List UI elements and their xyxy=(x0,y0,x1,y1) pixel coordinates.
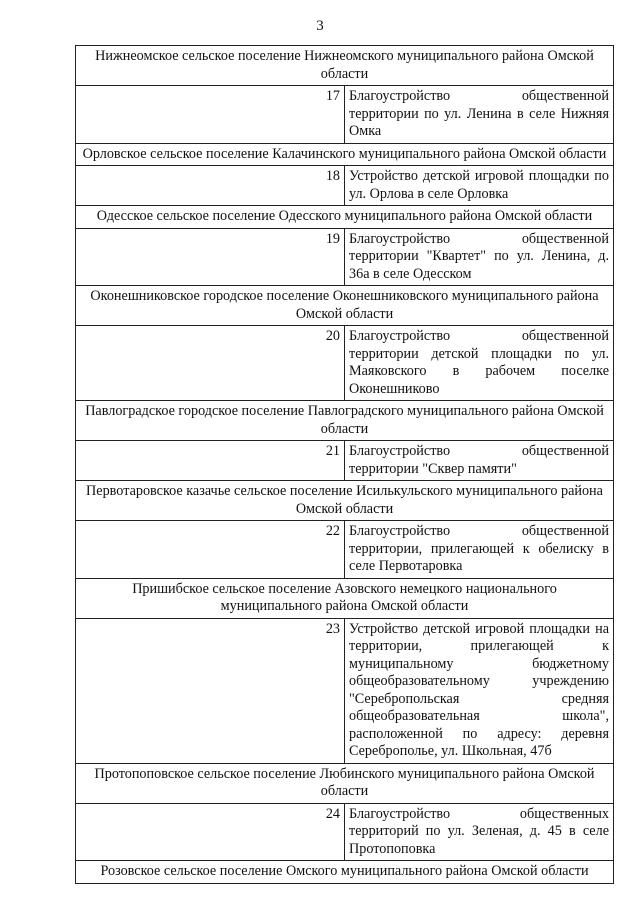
item-description: Благоустройство общественной территории, прилегающей к обелиску в селе Первотаровка xyxy=(345,521,614,579)
item-number: 18 xyxy=(76,166,345,206)
section-row xyxy=(76,763,614,803)
item-number: 19 xyxy=(76,228,345,286)
item-description: Благоустройство общественной территории детской площадки по ул. Маяковского в рабочем поселке Оконешниково xyxy=(345,326,614,401)
section-title: Пришибское сельское поселение Азовского немецкого национального муниципального района Омской области xyxy=(76,578,614,618)
item-number: 21 xyxy=(76,441,345,481)
item-description: Благоустройство общественной территории по ул. Ленина в селе Нижняя Омка xyxy=(345,86,614,144)
item-description: Благоустройство общественных территорий по ул. Зеленая, д. 45 в селе Протопоповка xyxy=(345,803,614,861)
item-row xyxy=(76,441,614,481)
item-number: 23 xyxy=(76,618,345,763)
item-row xyxy=(76,326,614,401)
item-description: Благоустройство общественной территории "Сквер памяти" xyxy=(345,441,614,481)
projects-table-body xyxy=(76,46,614,884)
section-row xyxy=(76,286,614,326)
section-title: Розовское сельское поселение Омского муниципального района Омской области xyxy=(76,861,614,884)
item-row xyxy=(76,228,614,286)
section-title: Протопоповское сельское поселение Любинского муниципального района Омской области xyxy=(76,763,614,803)
item-number: 24 xyxy=(76,803,345,861)
section-title: Нижнеомское сельское поселение Нижнеомского муниципального района Омской области xyxy=(76,46,614,86)
item-number: 22 xyxy=(76,521,345,579)
section-row xyxy=(76,578,614,618)
item-row xyxy=(76,521,614,579)
item-row xyxy=(76,618,614,763)
section-title: Одесское сельское поселение Одесского муниципального района Омской области xyxy=(76,206,614,229)
item-number: 17 xyxy=(76,86,345,144)
item-row xyxy=(76,86,614,144)
section-row xyxy=(76,861,614,884)
item-number: 20 xyxy=(76,326,345,401)
section-title: Оконешниковское городское поселение Оконешниковского муниципального района Омской области xyxy=(76,286,614,326)
item-description: Устройство детской игровой площадки на территории, прилегающей к муниципальному бюджетному общеобразовательному учреждению "Серебропольская средняя общеобразовательная школа", расположенной по адресу: деревня Сереброполье, ул. Школьная, 47б xyxy=(345,618,614,763)
section-title: Орловское сельское поселение Калачинского муниципального района Омской области xyxy=(76,143,614,166)
section-row xyxy=(76,46,614,86)
page-number: 3 xyxy=(316,18,324,34)
section-row xyxy=(76,143,614,166)
projects-table xyxy=(75,45,614,884)
item-description: Благоустройство общественной территории "Квартет" по ул. Ленина, д. 36а в селе Одесском xyxy=(345,228,614,286)
section-title: Первотаровское казачье сельское поселение Исилькульского муниципального района Омской области xyxy=(76,481,614,521)
item-row xyxy=(76,803,614,861)
section-row xyxy=(76,401,614,441)
section-title: Павлоградское городское поселение Павлоградского муниципального района Омской области xyxy=(76,401,614,441)
item-row xyxy=(76,166,614,206)
item-description: Устройство детской игровой площадки по ул. Орлова в селе Орловка xyxy=(345,166,614,206)
section-row xyxy=(76,206,614,229)
section-row xyxy=(76,481,614,521)
